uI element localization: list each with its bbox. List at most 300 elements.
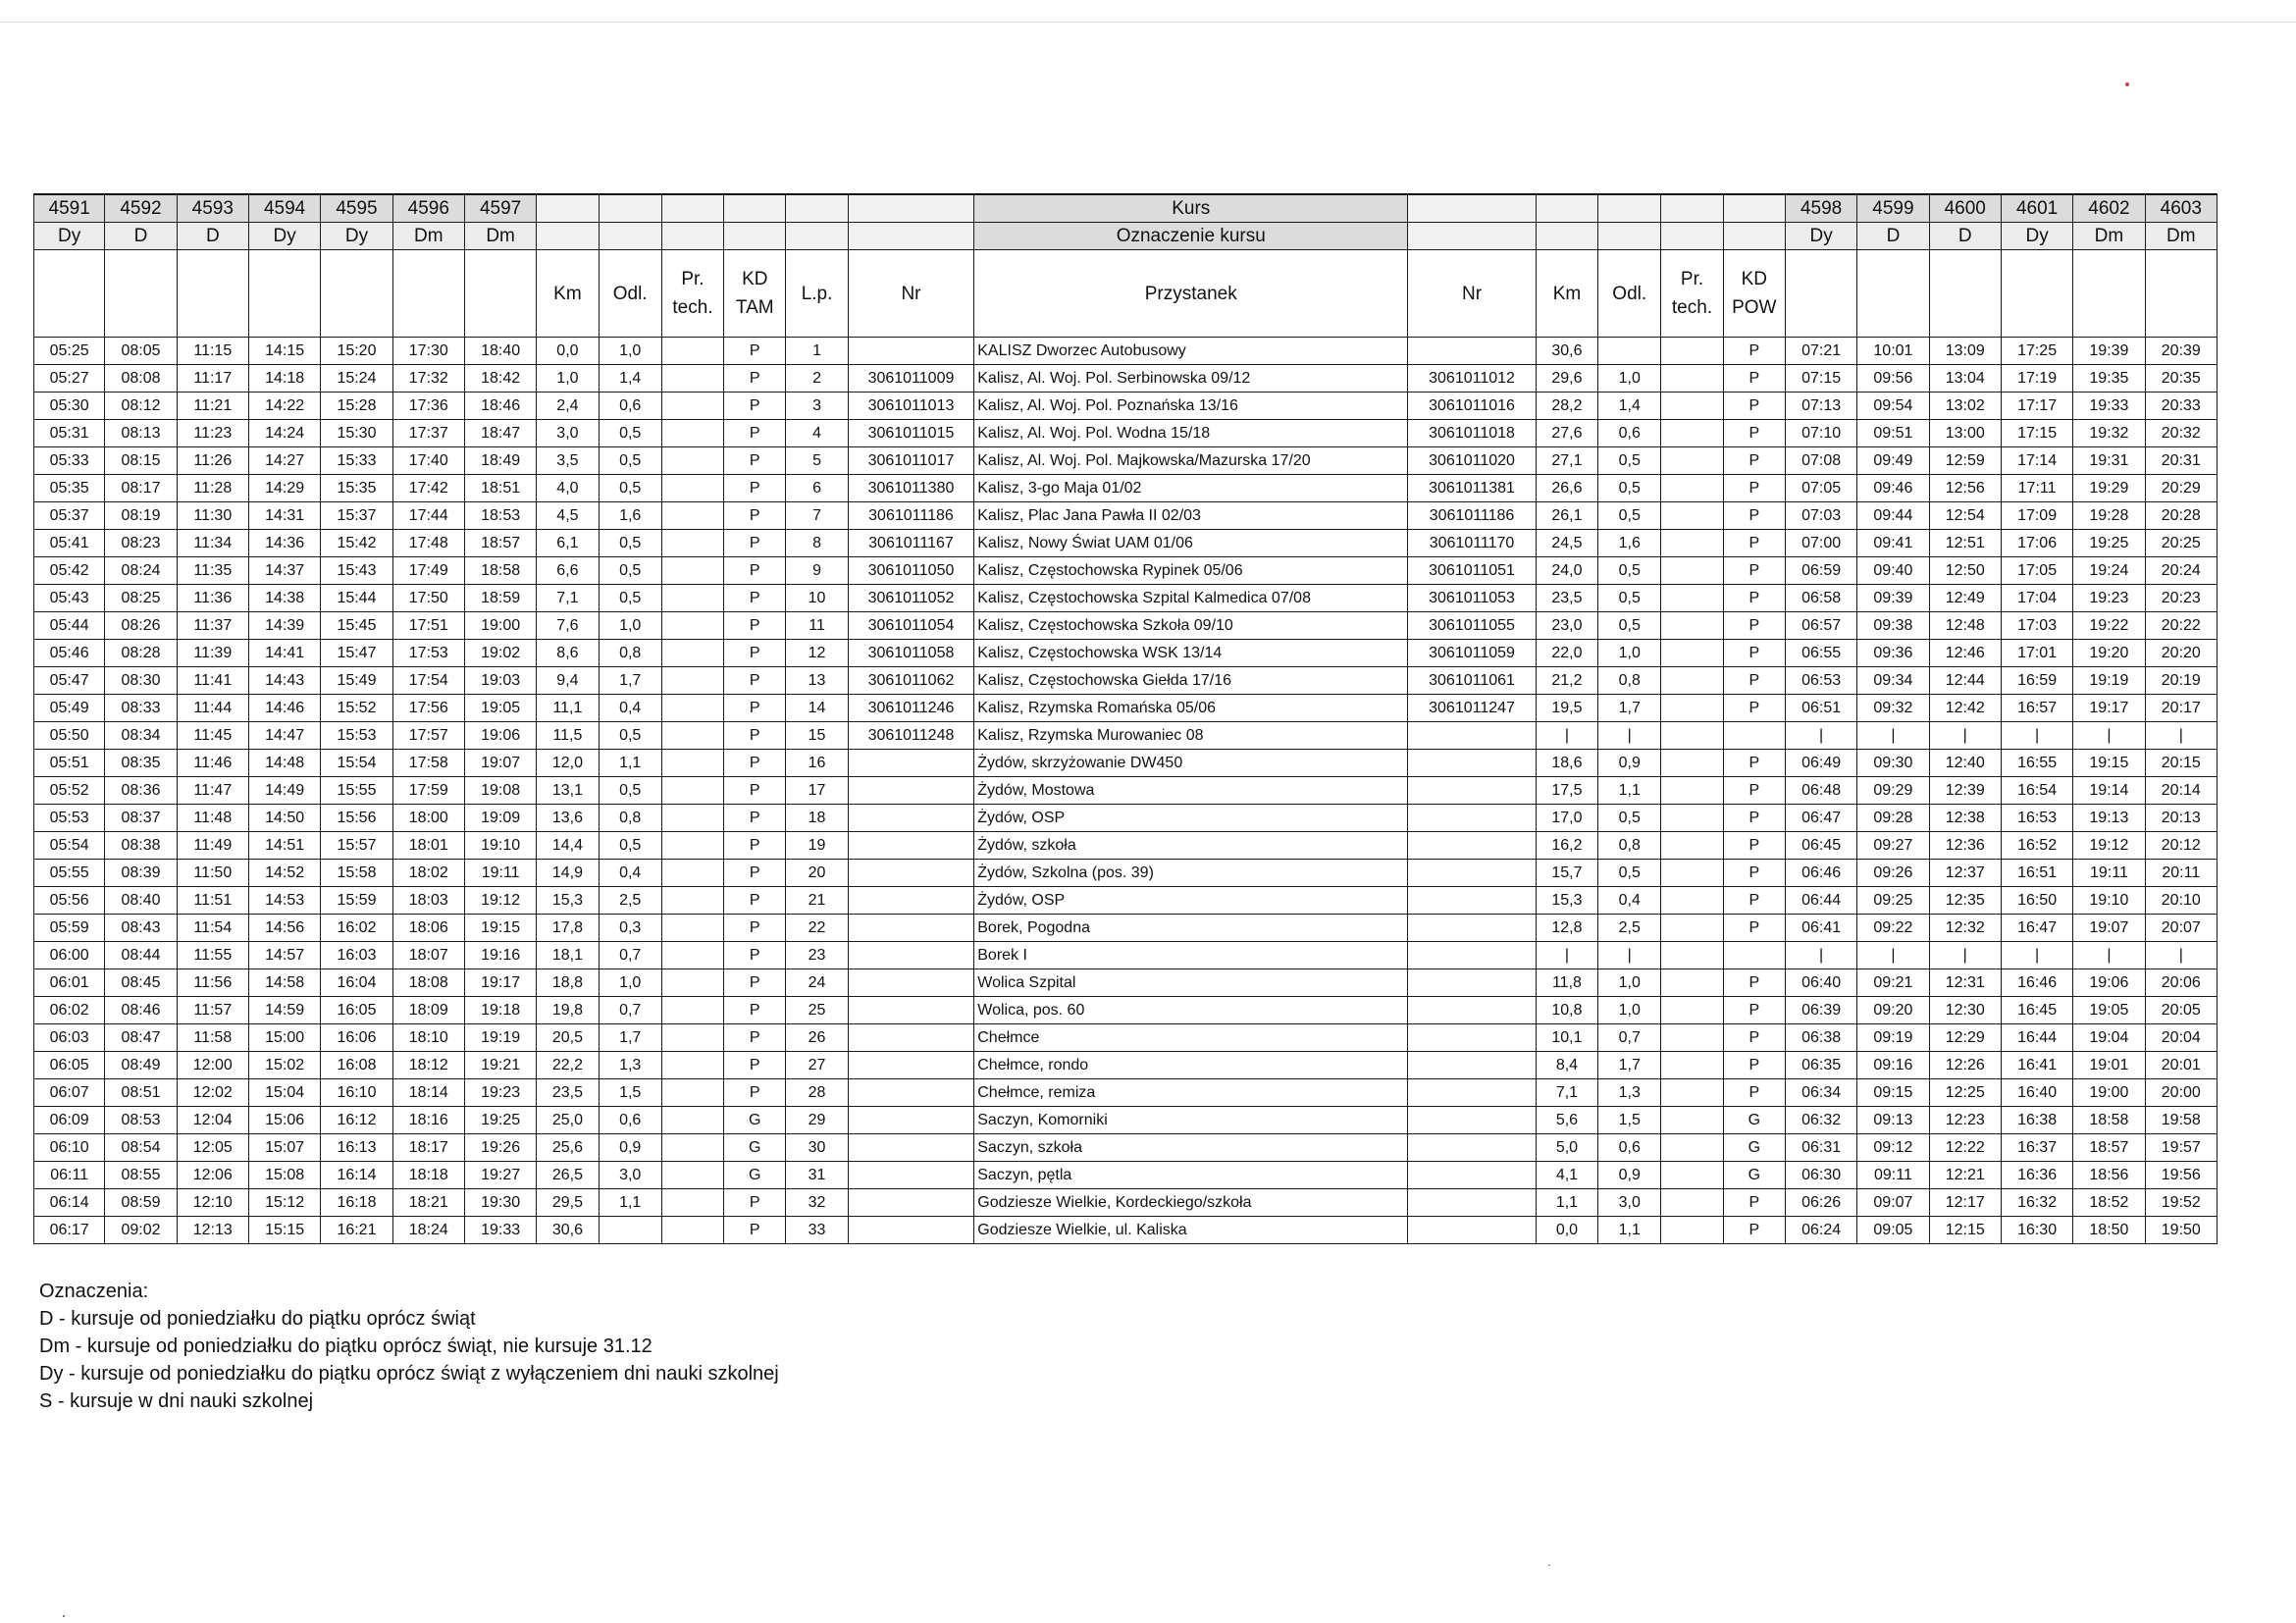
departure-time: 15:02 <box>248 1052 320 1079</box>
pr-tech-pow <box>1661 447 1723 475</box>
stop-nr-pow <box>1408 1162 1537 1189</box>
kd-tam: P <box>724 1052 786 1079</box>
stop-nr-pow <box>1408 969 1537 997</box>
return-time: 12:36 <box>1929 832 2001 860</box>
pr-tech-tam <box>661 832 723 860</box>
return-time: 09:38 <box>1857 612 1929 640</box>
odl-tam: 1,5 <box>599 1079 661 1107</box>
stop-name: Żydów, OSP <box>974 887 1408 915</box>
table-row <box>34 365 2218 393</box>
departure-time: 16:14 <box>321 1162 392 1189</box>
departure-time: 12:06 <box>177 1162 248 1189</box>
return-time: 16:50 <box>2001 887 2072 915</box>
departure-time: 08:38 <box>105 832 177 860</box>
return-time: 20:29 <box>2145 475 2217 502</box>
odl-tam: 0,6 <box>599 1107 661 1134</box>
stop-nr-tam <box>848 1134 974 1162</box>
col-przystanek: Przystanek <box>974 250 1408 338</box>
legend-title: Oznaczenia: <box>39 1281 149 1302</box>
return-time: 09:49 <box>1857 447 1929 475</box>
course-number: 4600 <box>1929 194 2001 223</box>
odl-pow: 0,7 <box>1598 1024 1661 1052</box>
return-time: 16:32 <box>2001 1189 2072 1217</box>
return-time: 20:22 <box>2145 612 2217 640</box>
return-time: 13:00 <box>1929 420 2001 447</box>
km-tam: 12,0 <box>537 750 599 777</box>
return-time: 12:48 <box>1929 612 2001 640</box>
stop-name: Kalisz, Częstochowska Giełda 17/16 <box>974 667 1408 695</box>
table-row <box>34 1162 2218 1189</box>
km-tam: 4,5 <box>537 502 599 530</box>
return-time: 17:01 <box>2001 640 2072 667</box>
departure-time: 18:53 <box>464 502 536 530</box>
km-pow: 11,8 <box>1536 969 1597 997</box>
course-days: Dm <box>2145 223 2217 250</box>
kd-tam: P <box>724 997 786 1024</box>
return-time: | <box>1785 722 1856 750</box>
header-cell-empty <box>786 223 848 250</box>
header-cell-empty <box>1536 223 1597 250</box>
stop-nr-tam <box>848 915 974 942</box>
stop-nr-tam: 3061011380 <box>848 475 974 502</box>
table-row <box>34 338 2218 365</box>
km-tam: 18,1 <box>537 942 599 969</box>
col-pr-line1: Pr. <box>681 269 704 289</box>
departure-time: 19:26 <box>464 1134 536 1162</box>
stop-lp: 15 <box>786 722 848 750</box>
km-pow: 5,0 <box>1536 1134 1597 1162</box>
stop-lp: 9 <box>786 557 848 585</box>
stop-nr-pow <box>1408 750 1537 777</box>
departure-time: 05:51 <box>34 750 105 777</box>
odl-pow: 2,5 <box>1598 915 1661 942</box>
return-time: 16:41 <box>2001 1052 2072 1079</box>
km-tam: 29,5 <box>537 1189 599 1217</box>
return-time: 19:01 <box>2073 1052 2145 1079</box>
departure-time: 15:59 <box>321 887 392 915</box>
return-time: 06:46 <box>1785 860 1856 887</box>
pr-tech-tam <box>661 1107 723 1134</box>
stop-name: Wolica Szpital <box>974 969 1408 997</box>
km-tam: 25,0 <box>537 1107 599 1134</box>
stop-nr-pow: 3061011012 <box>1408 365 1537 393</box>
km-tam: 11,5 <box>537 722 599 750</box>
return-time: 19:13 <box>2073 805 2145 832</box>
table-row <box>34 1134 2218 1162</box>
departure-time: 14:41 <box>248 640 320 667</box>
stop-name: Chełmce, rondo <box>974 1052 1408 1079</box>
stop-nr-tam: 3061011052 <box>848 585 974 612</box>
col-pr-tech-pow <box>1661 250 1723 338</box>
return-time: 09:46 <box>1857 475 1929 502</box>
return-time: 09:20 <box>1857 997 1929 1024</box>
stop-nr-pow <box>1408 1134 1537 1162</box>
departure-time: 17:48 <box>392 530 464 557</box>
kd-pow: P <box>1723 585 1785 612</box>
kd-pow: P <box>1723 997 1785 1024</box>
odl-pow: 3,0 <box>1598 1189 1661 1217</box>
departure-time: 15:28 <box>321 393 392 420</box>
pr-tech-tam <box>661 338 723 365</box>
course-number: 4598 <box>1785 194 1856 223</box>
kd-pow: P <box>1723 1024 1785 1052</box>
kd-pow: P <box>1723 915 1785 942</box>
km-pow: 24,0 <box>1536 557 1597 585</box>
pr-tech-pow <box>1661 1134 1723 1162</box>
departure-time: 18:12 <box>392 1052 464 1079</box>
return-time: 12:37 <box>1929 860 2001 887</box>
scan-edge-line <box>0 22 2296 23</box>
pr-tech-pow <box>1661 695 1723 722</box>
return-time: 12:31 <box>1929 969 2001 997</box>
departure-time: 16:13 <box>321 1134 392 1162</box>
km-tam: 13,1 <box>537 777 599 805</box>
return-time: 20:14 <box>2145 777 2217 805</box>
km-tam: 6,6 <box>537 557 599 585</box>
departure-time: 16:12 <box>321 1107 392 1134</box>
departure-time: 16:18 <box>321 1189 392 1217</box>
kd-tam: P <box>724 447 786 475</box>
return-time: 12:29 <box>1929 1024 2001 1052</box>
stop-lp: 19 <box>786 832 848 860</box>
stop-name: Kalisz, Rzymska Murowaniec 08 <box>974 722 1408 750</box>
course-number: 4594 <box>248 194 320 223</box>
stop-nr-tam <box>848 1189 974 1217</box>
table-row <box>34 1079 2218 1107</box>
return-time: 19:05 <box>2073 997 2145 1024</box>
pr-tech-tam <box>661 1079 723 1107</box>
departure-time: 05:33 <box>34 447 105 475</box>
stop-nr-tam: 3061011054 <box>848 612 974 640</box>
departure-time: 18:09 <box>392 997 464 1024</box>
stop-name: Żydów, Szkolna (pos. 39) <box>974 860 1408 887</box>
departure-time: 06:02 <box>34 997 105 1024</box>
departure-time: 14:49 <box>248 777 320 805</box>
return-time: 20:33 <box>2145 393 2217 420</box>
departure-time: 08:30 <box>105 667 177 695</box>
table-row <box>34 997 2218 1024</box>
return-time: 07:03 <box>1785 502 1856 530</box>
stop-nr-tam: 3061011009 <box>848 365 974 393</box>
pr-tech-tam <box>661 1189 723 1217</box>
departure-time: 15:35 <box>321 475 392 502</box>
odl-pow: 1,4 <box>1598 393 1661 420</box>
pr-tech-pow <box>1661 475 1723 502</box>
departure-time: 11:51 <box>177 887 248 915</box>
pr-tech-pow <box>1661 530 1723 557</box>
departure-time: 14:24 <box>248 420 320 447</box>
km-pow: 15,3 <box>1536 887 1597 915</box>
odl-tam <box>599 1217 661 1244</box>
departure-time: 08:59 <box>105 1189 177 1217</box>
departure-time: 14:31 <box>248 502 320 530</box>
departure-time: 11:41 <box>177 667 248 695</box>
table-row <box>34 640 2218 667</box>
table-row <box>34 612 2218 640</box>
return-time: 09:26 <box>1857 860 1929 887</box>
return-time: 19:17 <box>2073 695 2145 722</box>
table-row <box>34 475 2218 502</box>
return-time: 06:35 <box>1785 1052 1856 1079</box>
stop-nr-tam: 3061011017 <box>848 447 974 475</box>
return-time: 13:09 <box>1929 338 2001 365</box>
col-kd-tam <box>724 250 786 338</box>
return-time: 09:29 <box>1857 777 1929 805</box>
odl-tam: 0,3 <box>599 915 661 942</box>
departure-time: 11:37 <box>177 612 248 640</box>
stop-lp: 11 <box>786 612 848 640</box>
kd-tam: P <box>724 365 786 393</box>
stop-nr-tam <box>848 750 974 777</box>
stop-nr-tam <box>848 1024 974 1052</box>
km-tam: 7,1 <box>537 585 599 612</box>
kd-tam: P <box>724 832 786 860</box>
departure-time: 05:59 <box>34 915 105 942</box>
stop-lp: 33 <box>786 1217 848 1244</box>
kd-pow: P <box>1723 750 1785 777</box>
col-km-tam: Km <box>537 250 599 338</box>
return-time: 06:51 <box>1785 695 1856 722</box>
odl-tam: 1,0 <box>599 338 661 365</box>
course-number: 4603 <box>2145 194 2217 223</box>
return-time: 12:49 <box>1929 585 2001 612</box>
km-pow: 10,1 <box>1536 1024 1597 1052</box>
stop-nr-pow: 3061011053 <box>1408 585 1537 612</box>
return-time: 17:25 <box>2001 338 2072 365</box>
column-label-row <box>34 250 2218 338</box>
stop-lp: 4 <box>786 420 848 447</box>
departure-time: 18:59 <box>464 585 536 612</box>
course-days-row <box>34 223 2218 250</box>
kd-tam: P <box>724 420 786 447</box>
return-time: 20:39 <box>2145 338 2217 365</box>
departure-time: 08:25 <box>105 585 177 612</box>
departure-time: 08:15 <box>105 447 177 475</box>
return-time: 12:30 <box>1929 997 2001 1024</box>
km-tam: 3,0 <box>537 420 599 447</box>
departure-time: 18:47 <box>464 420 536 447</box>
pr-tech-tam <box>661 640 723 667</box>
departure-time: 05:31 <box>34 420 105 447</box>
departure-time: 15:12 <box>248 1189 320 1217</box>
odl-tam: 0,5 <box>599 420 661 447</box>
odl-pow: 1,7 <box>1598 1052 1661 1079</box>
km-pow: 27,6 <box>1536 420 1597 447</box>
stop-nr-tam <box>848 1162 974 1189</box>
return-time: 06:48 <box>1785 777 1856 805</box>
departure-time: 18:16 <box>392 1107 464 1134</box>
stop-lp: 10 <box>786 585 848 612</box>
departure-time: 08:35 <box>105 750 177 777</box>
course-days: Dy <box>321 223 392 250</box>
departure-time: 08:53 <box>105 1107 177 1134</box>
departure-time: 11:44 <box>177 695 248 722</box>
stop-name: Kalisz, Al. Woj. Pol. Serbinowska 09/12 <box>974 365 1408 393</box>
stop-nr-pow: 3061011016 <box>1408 393 1537 420</box>
header-cell-empty <box>248 250 320 338</box>
pr-tech-pow <box>1661 860 1723 887</box>
kd-tam: P <box>724 1217 786 1244</box>
return-time: 19:07 <box>2073 915 2145 942</box>
return-time: 20:19 <box>2145 667 2217 695</box>
odl-tam: 0,5 <box>599 557 661 585</box>
odl-pow: 0,8 <box>1598 832 1661 860</box>
departure-time: 12:10 <box>177 1189 248 1217</box>
return-time: 17:06 <box>2001 530 2072 557</box>
departure-time: 19:18 <box>464 997 536 1024</box>
departure-time: 18:17 <box>392 1134 464 1162</box>
pr-tech-pow <box>1661 1024 1723 1052</box>
table-row <box>34 585 2218 612</box>
stop-nr-tam <box>848 860 974 887</box>
return-time: 06:59 <box>1785 557 1856 585</box>
kd-pow: P <box>1723 502 1785 530</box>
departure-time: 08:08 <box>105 365 177 393</box>
kd-tam: G <box>724 1134 786 1162</box>
header-cell-empty <box>321 250 392 338</box>
departure-time: 18:03 <box>392 887 464 915</box>
return-time: 16:44 <box>2001 1024 2072 1052</box>
pr-tech-tam <box>661 475 723 502</box>
return-time: 20:10 <box>2145 887 2217 915</box>
kd-pow: G <box>1723 1107 1785 1134</box>
return-time: 09:15 <box>1857 1079 1929 1107</box>
km-pow: 10,8 <box>1536 997 1597 1024</box>
table-row <box>34 942 2218 969</box>
odl-pow: 0,9 <box>1598 750 1661 777</box>
departure-time: 05:27 <box>34 365 105 393</box>
odl-pow: 1,6 <box>1598 530 1661 557</box>
departure-time: 16:08 <box>321 1052 392 1079</box>
return-time: 09:28 <box>1857 805 1929 832</box>
table-row <box>34 1024 2218 1052</box>
return-time: 19:19 <box>2073 667 2145 695</box>
odl-tam: 0,8 <box>599 640 661 667</box>
stop-nr-pow <box>1408 1024 1537 1052</box>
stop-name: Kalisz, Nowy Świat UAM 01/06 <box>974 530 1408 557</box>
odl-tam: 0,7 <box>599 942 661 969</box>
return-time: 19:15 <box>2073 750 2145 777</box>
return-time: 09:12 <box>1857 1134 1929 1162</box>
pr-tech-pow <box>1661 502 1723 530</box>
kd-tam: P <box>724 393 786 420</box>
return-time: 06:39 <box>1785 997 1856 1024</box>
return-time: 18:52 <box>2073 1189 2145 1217</box>
table-row <box>34 887 2218 915</box>
departure-time: 11:58 <box>177 1024 248 1052</box>
return-time: 19:20 <box>2073 640 2145 667</box>
stop-name: Kalisz, Częstochowska WSK 13/14 <box>974 640 1408 667</box>
stop-nr-pow <box>1408 805 1537 832</box>
pr-tech-pow <box>1661 832 1723 860</box>
legend-item: Dm - kursuje od poniedziałku do piątku oprócz świąt, nie kursuje 31.12 <box>39 1335 652 1357</box>
departure-time: 17:32 <box>392 365 464 393</box>
col-km-pow: Km <box>1536 250 1597 338</box>
departure-time: 14:53 <box>248 887 320 915</box>
kd-pow: P <box>1723 475 1785 502</box>
departure-time: 05:35 <box>34 475 105 502</box>
pr-tech-tam <box>661 393 723 420</box>
return-time: 19:24 <box>2073 557 2145 585</box>
course-number: 4602 <box>2073 194 2145 223</box>
km-tam: 25,6 <box>537 1134 599 1162</box>
table-row <box>34 832 2218 860</box>
odl-tam: 1,1 <box>599 1189 661 1217</box>
return-time: | <box>2073 722 2145 750</box>
departure-time: 17:30 <box>392 338 464 365</box>
return-time: 12:23 <box>1929 1107 2001 1134</box>
pr-tech-pow <box>1661 805 1723 832</box>
course-number: 4596 <box>392 194 464 223</box>
departure-time: 05:41 <box>34 530 105 557</box>
departure-time: 15:56 <box>321 805 392 832</box>
course-days: Dm <box>2073 223 2145 250</box>
km-tam: 14,4 <box>537 832 599 860</box>
departure-time: 14:18 <box>248 365 320 393</box>
return-time: | <box>2145 942 2217 969</box>
timetable-body <box>34 338 2218 1244</box>
return-time: 12:56 <box>1929 475 2001 502</box>
header-cell-empty <box>848 223 974 250</box>
kd-pow: G <box>1723 1162 1785 1189</box>
departure-time: 08:26 <box>105 612 177 640</box>
km-tam: 22,2 <box>537 1052 599 1079</box>
pr-tech-pow <box>1661 722 1723 750</box>
return-time: 06:38 <box>1785 1024 1856 1052</box>
stop-nr-pow <box>1408 832 1537 860</box>
departure-time: 17:56 <box>392 695 464 722</box>
scan-speck <box>1548 1564 1550 1566</box>
odl-pow: 0,5 <box>1598 502 1661 530</box>
km-pow: 0,0 <box>1536 1217 1597 1244</box>
pr-tech-pow <box>1661 640 1723 667</box>
departure-time: 06:00 <box>34 942 105 969</box>
kd-pow: P <box>1723 393 1785 420</box>
kd-pow: P <box>1723 1079 1785 1107</box>
km-tam: 18,8 <box>537 969 599 997</box>
table-row <box>34 750 2218 777</box>
kd-pow: P <box>1723 1052 1785 1079</box>
return-time: 06:55 <box>1785 640 1856 667</box>
departure-time: 05:25 <box>34 338 105 365</box>
km-tam: 20,5 <box>537 1024 599 1052</box>
return-time: 09:54 <box>1857 393 1929 420</box>
pr-tech-tam <box>661 750 723 777</box>
stop-name: Wolica, pos. 60 <box>974 997 1408 1024</box>
km-pow: | <box>1536 942 1597 969</box>
return-time: 19:32 <box>2073 420 2145 447</box>
km-pow: 26,1 <box>1536 502 1597 530</box>
departure-time: 05:55 <box>34 860 105 887</box>
departure-time: 19:27 <box>464 1162 536 1189</box>
return-time: 12:25 <box>1929 1079 2001 1107</box>
departure-time: 18:07 <box>392 942 464 969</box>
departure-time: 15:43 <box>321 557 392 585</box>
departure-time: 08:19 <box>105 502 177 530</box>
kd-tam: P <box>724 557 786 585</box>
departure-time: 17:36 <box>392 393 464 420</box>
departure-time: 19:23 <box>464 1079 536 1107</box>
departure-time: 18:58 <box>464 557 536 585</box>
return-time: 19:25 <box>2073 530 2145 557</box>
departure-time: 08:36 <box>105 777 177 805</box>
return-time: 19:22 <box>2073 612 2145 640</box>
stop-lp: 22 <box>786 915 848 942</box>
course-days: Dy <box>2001 223 2072 250</box>
pr-tech-tam <box>661 1162 723 1189</box>
stop-nr-pow: 3061011170 <box>1408 530 1537 557</box>
legend <box>39 1278 779 1415</box>
